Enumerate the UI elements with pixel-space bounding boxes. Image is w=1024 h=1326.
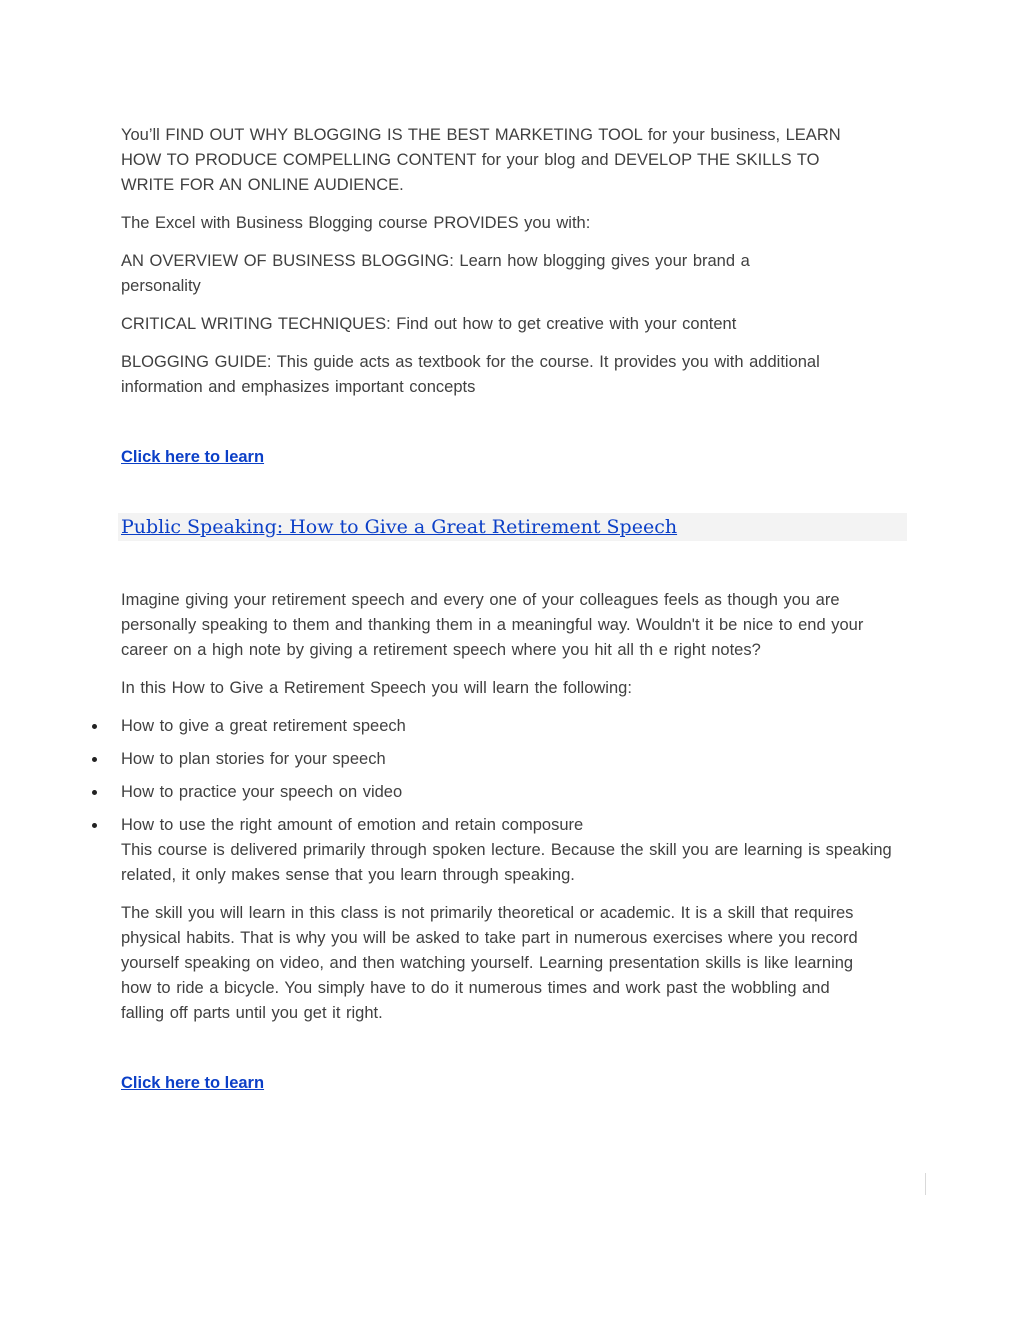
click-here-link-retirement[interactable]: Click here to learn [121, 1074, 265, 1092]
retirement-speech-heading-link[interactable]: Public Speaking: How to Give a Great Retirement Speech [121, 516, 678, 538]
delivery-paragraph: This course is delivered primarily through spoken lecture. Because the skill you are learning is speaking related, it only makes sense that you learn through speaking. [121, 841, 892, 884]
blogging-intro-paragraph: You’ll FIND OUT WHY BLOGGING IS THE BEST MARKETING TOOL for your business, LEARN HOW TO PRODUCE COMPELLING CONTENT for your blog and DEVELOP THE SKILLS TO WRITE FOR AN ONLINE AUDIENCE. [121, 126, 841, 194]
skill-paragraph: The skill you will learn in this class is not primarily theoretical or academic. It is a skill that requires physical habits. That is why you will be asked to take part in numerous exercises where you record yourself speaking on video, and then watching yourself. Learning presentation skills is like learning how to ride a bicycle. You simply have to do it numerous times and work past the wobbling and falling off parts until you get it right. [121, 904, 858, 1022]
blogging-provides-paragraph: The Excel with Business Blogging course PROVIDES you with: [121, 214, 591, 232]
bullet-icon [92, 724, 97, 729]
imagine-paragraph: Imagine giving your retirement speech and every one of your colleagues feels as though you are personally speaking to them and thanking them in a meaningful way. Wouldn't it be nice to end your career on a high note by giving a retirement speech where you hit all th e right notes? [121, 591, 864, 659]
list-item: How to plan stories for your speech [121, 747, 911, 780]
list-item: How to use the right amount of emotion and retain composure [121, 813, 911, 846]
blogging-guide-paragraph: BLOGGING GUIDE: This guide acts as textbook for the course. It provides you with additional information and emphasizes important concepts [121, 353, 820, 396]
learning-points-list [121, 714, 911, 846]
learn-following-paragraph: In this How to Give a Retirement Speech you will learn the following: [121, 679, 632, 697]
critical-writing-paragraph: CRITICAL WRITING TECHNIQUES: Find out how to get creative with your content [121, 315, 737, 333]
bullet-icon [92, 823, 97, 828]
bullet-icon [92, 790, 97, 795]
page-edge-marker [925, 1173, 926, 1195]
list-item: How to practice your speech on video [121, 780, 911, 813]
click-here-link-blogging[interactable]: Click here to learn [121, 448, 265, 466]
document-page [121, 123, 911, 1096]
list-item: How to give a great retirement speech [121, 714, 911, 747]
overview-paragraph: AN OVERVIEW OF BUSINESS BLOGGING: Learn how blogging gives your brand a personality [121, 252, 750, 295]
course-heading-bar [118, 513, 907, 541]
bullet-icon [92, 757, 97, 762]
